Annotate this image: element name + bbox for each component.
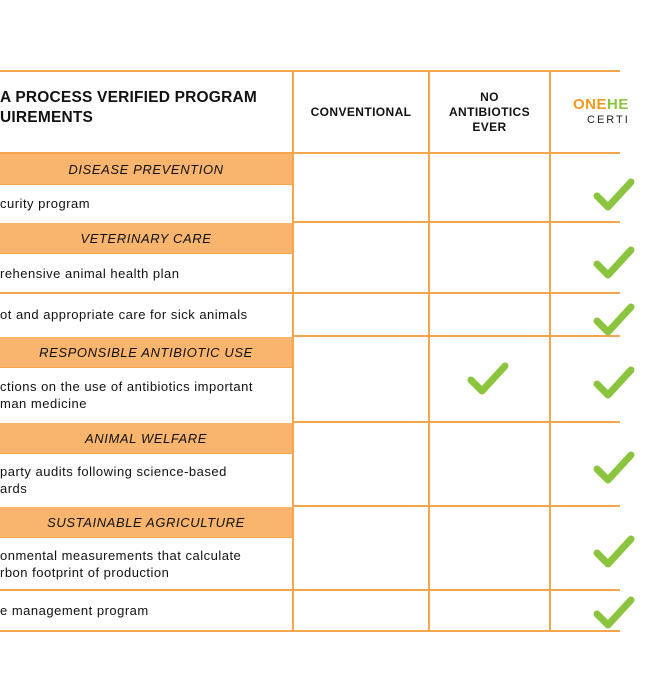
requirement-management-program: e management program [0, 603, 149, 618]
column-header-conventional: CONVENTIONAL [310, 104, 412, 119]
row-divider [292, 335, 620, 337]
column-divider-2 [428, 70, 430, 632]
checkmark-icon [594, 303, 634, 337]
requirement-biosecurity: curity program [0, 195, 91, 211]
column-header-no-antibiotics-ever: NO ANTIBIOTICS EVER [448, 89, 531, 134]
row-divider [292, 505, 620, 507]
requirement-antibiotic-restrictions: ctions on the use of antibiotics important man medicine [0, 379, 253, 411]
row-divider [292, 221, 620, 223]
checkmark-icon [594, 178, 634, 212]
requirement-environmental-measurements: onmental measurements that calculate rbon footprint of production [0, 548, 242, 580]
onehealth-certified-logo [551, 72, 671, 152]
section-separator [0, 537, 292, 538]
requirement-care-sick-animals: ot and appropriate care for sick animals [0, 307, 248, 322]
checkmark-icon [468, 362, 508, 396]
checkmark-icon [594, 246, 634, 280]
brand-subtitle: CERTI [587, 114, 630, 126]
section-disease-prevention: DISEASE PREVENTION [0, 154, 292, 184]
section-separator [0, 453, 292, 454]
checkmark-icon [594, 596, 634, 630]
checkmark-icon [594, 451, 634, 485]
brand-wordmark: ONEHE [573, 96, 629, 113]
section-separator [0, 184, 292, 185]
checkmark-icon [594, 535, 634, 569]
section-sustainable-agriculture: SUSTAINABLE AGRICULTURE [0, 507, 292, 537]
table-title: A PROCESS VERIFIED PROGRAM UIREMENTS [0, 89, 257, 126]
section-animal-welfare: ANIMAL WELFARE [0, 423, 292, 453]
column-divider-3 [549, 70, 551, 632]
section-separator [0, 367, 292, 368]
section-responsible-antibiotic-use: RESPONSIBLE ANTIBIOTIC USE [0, 337, 292, 367]
section-veterinary-care: VETERINARY CARE [0, 223, 292, 253]
table-bottom-border [0, 630, 620, 632]
row-divider [292, 421, 620, 423]
requirement-third-party-audits: party audits following science-based ards [0, 464, 227, 496]
column-divider-1 [292, 70, 294, 632]
checkmark-icon [594, 366, 634, 400]
requirement-animal-health-plan: rehensive animal health plan [0, 266, 180, 281]
section-separator [0, 253, 292, 254]
